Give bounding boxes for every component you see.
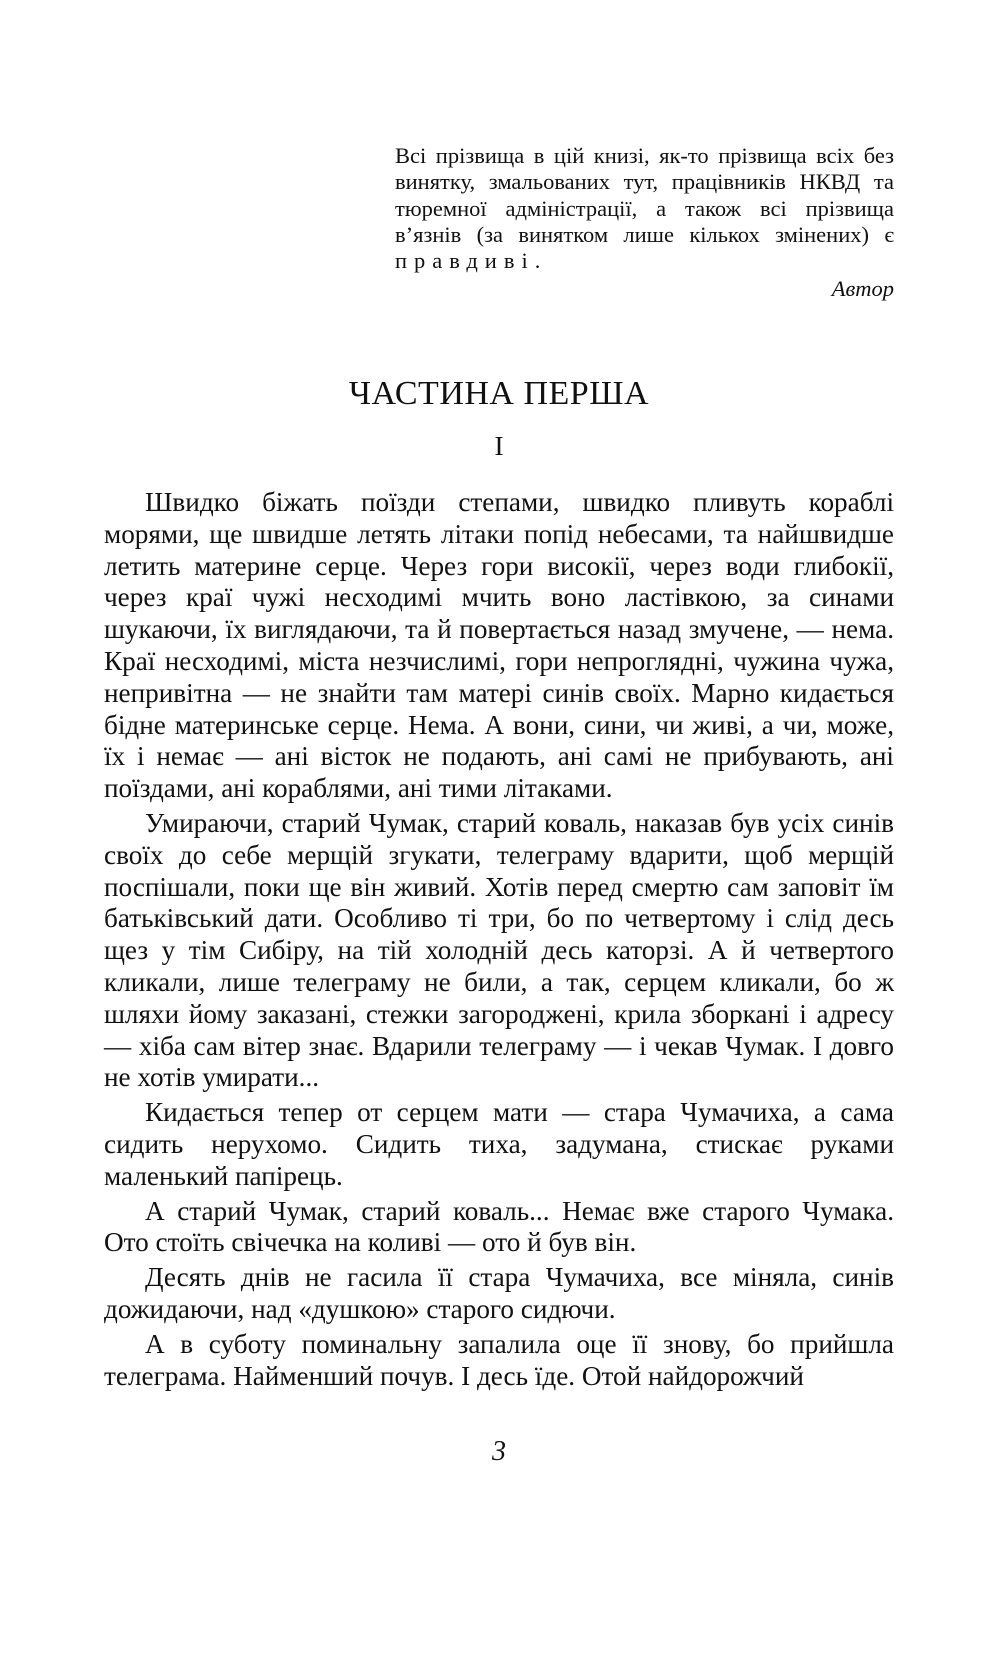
paragraph: Умираючи, старий Чумак, старий коваль, наказав був усіх синів своїх до себе мерщій згукати, телеграму вдарити, щоб мерщій поспішали, поки ще він живий. Хотів перед смертю сам заповіт їм батьківський дати. Особливо ті три, бо по четвертому і слід десь щез у тім Сибіру, на тій холодній десь каторзі. А й четвертого кликали, лише телеграму не били, а так, серцем кликали, бо ж шляхи йому заказані, стежки загороджені, крила зборкані і адресу — хіба сам вітер знає. Вдарили телеграму — і чекав Чумак. І довго не хотів умирати... <box>104 807 894 1093</box>
epigraph-text: Всі прізвища в цій книзі, як-то прізвища всіх без винятку, змальованих тут, працівників НКВД та тюремної адміністрації, а також всі прізвища в’язнів (за винятком лише кількох змінених) є <box>395 143 894 247</box>
paragraph: А старий Чумак, старий коваль... Немає вже старого Чумака. Ото стоїть свічечка на коливі — ото й був він. <box>104 1195 894 1258</box>
paragraph: Десять днів не гасила її стара Чумачиха, все міняла, синів дожидаючи, над «душкою» старого сидючи. <box>104 1262 894 1324</box>
paragraph: А в суботу поминальну запалила оце її знову, бо прийшла телеграма. Найменший почув. І десь їде. Отой найдорожчий <box>104 1328 894 1391</box>
book-page <box>104 0 894 1654</box>
epigraph-author: Автор <box>831 276 894 301</box>
epigraph-emphasis: правдиві. <box>395 248 548 274</box>
paragraph: Кидається тепер от серцем мати — стара Чумачиха, а сама сидить нерухомо. Сидить тиха, задумана, стискає руками маленький папірець. <box>104 1097 894 1191</box>
paragraph: Швидко біжать поїзди степами, швидко пливуть кораблі морями, ще швидше летять літаки попід небесами, та найшвидше летить материне серце. Через гори високії, через води глибокії, через краї чужі несходимі мчить воно ластівкою, за синами шукаючи, їх виглядаючи, та й повертається назад змучене, — нема. Краї несходимі, міста незчислимі, гори непроглядні, чужина чужа, непривітна — не знайти там матері синів своїх. Марно кидається бідне материнське серце. Нема. А вони, сини, чи живі, а чи, може, їх і немає — ані вісток не подають, ані самі не прибувають, ані поїздами, ані кораблями, ані тими літаками. <box>104 487 894 804</box>
part-title: ЧАСТИНА ПЕРША <box>348 375 650 412</box>
body-text <box>104 487 894 1395</box>
page-number: 3 <box>492 1436 506 1467</box>
epigraph <box>395 143 894 274</box>
chapter-number: I <box>494 431 504 461</box>
